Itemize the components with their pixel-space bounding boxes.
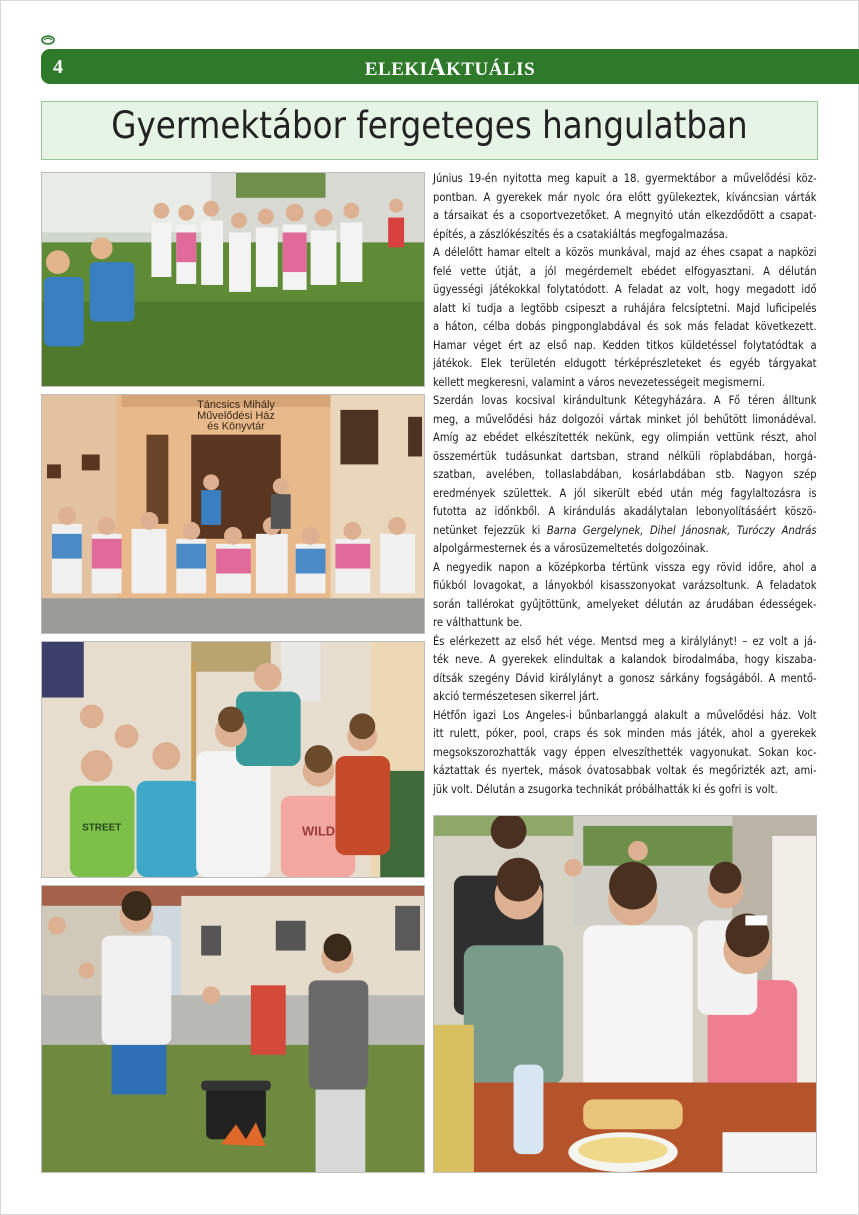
article-line: alatt ki tudja a legtöbb csipeszt a ruhájára felcsíptetni. Majd luficipelés: [433, 300, 817, 315]
article-line: dítsák szegény Dávid királylányt a gonosz sárkány fogságából. A mentő-: [433, 670, 817, 685]
article-line: a társaikat és a csoportvezetőket. A megnyitó után elkezdődött a csapat-: [433, 208, 817, 222]
shirt-text-2: WILD: [302, 823, 336, 839]
article-line: összemértük tudásunkat dartsban, strand nélküli röplabdában, horgá-: [433, 448, 817, 463]
article-line: kellett megkeresni, valamint a város nevezetességeit megismerni.: [433, 374, 765, 389]
photo-outdoor-cooking: [41, 885, 425, 1173]
article-line: És elérkezett az első hét vége. Mentsd meg a királylányt! – ez volt a já-: [433, 633, 817, 648]
article-line: szatban, avelében, tollaslabdában, kosárlabdában stb. Nagyon szép: [433, 467, 817, 481]
photo-group-building: [41, 394, 425, 634]
article-line: felé vette útját, a jól megérdemelt ebédet elfogyasztani. A délután: [433, 263, 817, 278]
section-suffix: KTUÁLIS: [446, 59, 536, 80]
article-line: eredmények születtek. A jól sikerült ebéd után még fagylaltozásra is: [433, 485, 817, 500]
article-body: [433, 169, 817, 798]
article-line: jük volt. Délután a zsugorka technikát próbálhatták ki és gofri is volt.: [433, 781, 778, 796]
article-line: játékok. Elek területén eldugott térképrészleteket és egyéb tárgyakat: [433, 356, 817, 370]
article-line: Szerdán lovas kocsival kirándultunk Kétegyházára. A Fő téren álltunk: [433, 393, 817, 407]
page-number: 4: [53, 56, 63, 78]
article-line: ügyességi játékokkal folytatódott. A feladat az volt, hogy megadott idő: [433, 282, 817, 296]
article-line: futotta az időnkből. A kirándulás akadálytalan lebonyolításáért köszö-: [433, 504, 817, 518]
article-line: ték neve. A gyerekek elindultak a kalandok birodalmába, hogy kiszaba-: [433, 652, 817, 666]
article-line: során tallérokat gyűjtöttünk, amelyeket délután az árudában édességek-: [433, 596, 817, 611]
header-bar: [41, 49, 859, 84]
article-line: Amíg az ebédet elkészítették nekünk, egy olimpián vettünk részt, ahol: [433, 430, 817, 444]
section-prefix: ELEKI: [364, 59, 428, 80]
article-line: akció természetesen sikerrel járt.: [433, 689, 600, 703]
section-initial: A: [427, 54, 447, 81]
shirt-text-1: STREET: [82, 822, 122, 834]
section-name: [41, 54, 859, 82]
article-line: építés, a zászlókészítés és a csatakiáltás megfogalmazása.: [433, 226, 728, 241]
article-line: Hamar véget ért az első nap. Kedden titkos küldetéssel folytatódtak a: [433, 337, 817, 352]
photo-food-preparation: [433, 815, 817, 1173]
article-line: megsokszorozhatták vagy éppen elveszíthették vagyonukat. Sokan koc-: [433, 744, 817, 759]
article-line: pontban. A gyerekek már nyolc óra előtt gyülekeztek, kíváncsian várták: [433, 189, 817, 204]
article-line: a háton, célba dobás pingponglabdával és sok más feladat következett.: [433, 319, 817, 333]
article-title: Gyermektábor fergeteges hangulatban: [111, 104, 748, 147]
article-line: fiúkból lovagokat, a lányokból kisasszonyokat varázsoltunk. A feladatok: [433, 578, 817, 592]
article-line: meg, a művelődési ház dolgozói vártak minket jól behűtött limonádéval.: [433, 411, 817, 426]
building-sign-line3: és Könyvtár: [207, 420, 265, 433]
thanks-names: Barna Gergelynek, Dihel Jánosnak, Turóczy András: [546, 522, 817, 537]
article-line: re válthattunk be.: [433, 615, 523, 629]
article-line: káztattak és nyertek, mások óvatosabbak voltak és megőrizték azt, ami-: [433, 763, 817, 777]
article-line: itt rulett, póker, pool, craps és sok minden más játék, ahol a gyerekek: [433, 726, 817, 740]
article-line: alpolgármesternek és a városüzemeltetés dolgozóinak.: [433, 541, 709, 555]
article-title-box: [41, 101, 818, 160]
article-line: Június 19-én nyitotta meg kapuit a 18. gyermektábor a művelődési köz-: [433, 171, 817, 185]
article-line: A negyedik napon a középkorba tértünk vissza egy rövid időre, ahol a: [433, 559, 817, 574]
article-line-thanks: [433, 521, 817, 540]
article-line: A délelőtt hamar eltelt a közös munkával, majd az éhes csapat a napközi: [433, 245, 817, 259]
thanks-prefix: netünket fejezzük ki: [433, 522, 547, 537]
article-line: Hétfőn igazi Los Angeles-i bűnbarlanggá alakult a művelődési ház. Volt: [433, 707, 817, 722]
photo-children-lineup: [41, 172, 425, 387]
building-sign-line2: Művelődési Ház: [197, 409, 275, 422]
building-sign-line1: Táncsics Mihály: [197, 398, 275, 411]
leaf-logo-icon: [41, 35, 55, 45]
photo-children-indoors: [41, 641, 425, 878]
